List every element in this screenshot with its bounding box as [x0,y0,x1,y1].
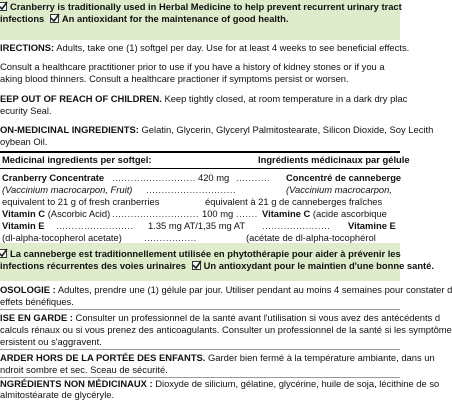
table-header-rule [0,168,400,169]
non-medicinal-line-2: oybean Oil. [0,136,48,147]
cranberry-amount: 420 mg [198,172,230,183]
vitamin-e-fr: Vitamine E [348,220,396,231]
equivalent-fr: équivalent à 21 g de canneberges fraîches [205,196,383,207]
mise-en-garde-line-3: ersistent ou s'aggravent. [0,336,102,347]
leader-dots: ................. [144,232,197,243]
section-divider [0,349,400,350]
table-top-rule [0,151,400,153]
caution-line-2: aking blood thinners. Consult a healthcare practioner if symptoms persist or worsen. [0,73,349,84]
checkbox-checked-icon [0,249,7,258]
section-divider [0,309,400,310]
claim-line-2: infections An antioxidant for the maintenance of good health. [0,13,289,24]
posologie-text: Adultes, prendre une (1) gélule par jour. Utiliser pendant au moins 4 semaines pour constater d [57,284,452,295]
posologie-heading: OSOLOGIE : [0,284,56,295]
checkbox-checked-icon [192,261,201,270]
vitamin-c-fr-row: Vitamine C (acide ascorbique [262,208,387,219]
keep-out-text: Keep tightly closed, at room temperature in a dark dry plac [164,93,408,104]
vitamin-e-amount: 1.35 mg AT/1,35 mg AT [148,220,246,231]
non-medicinal-row [0,124,433,136]
security-seal-line: ecurity Seal. [0,105,52,116]
vaccinium-en: (Vaccinium macrocarpon, Fruit) [2,184,133,195]
table-header-en: Medicinal ingredients per softgel: [2,154,152,165]
equivalent-en: equivalent to 21 g of fresh cranberries [2,196,160,207]
non-medicinal-text: Gelatin, Glycerin, Glyceryl Palmitostearate, Silicon Dioxide, Soy Lecith [141,124,434,135]
fr-non-medicinal-heading: NGRÉDIENTS NON MÉDICINAUX : [0,378,153,389]
posologie-row [0,284,452,296]
cranberry-name-fr: Concentré de canneberge [286,172,402,183]
leader-dots: ........... [236,172,271,183]
leader-dots: ....... [236,208,258,219]
directions-row [0,42,409,54]
leader-dots: ............................ [112,208,199,219]
vitamin-e-detail-en: (dl-alpha-tocopherol acetate) [2,232,122,243]
non-medicinal-heading: ON-MEDICINAL INGREDIENTS: [0,124,139,135]
fr-non-medicinal-line-2: almitostéarate de glycéryle. [0,389,115,400]
leader-dots: ...................... [262,220,331,231]
fr-non-medicinal-text: Dioxyde de silicium, gélatine, glycérine, huile de soja, lécithine de so [155,378,440,389]
vitamin-e-name: Vitamin E [2,220,45,231]
vaccinium-fr: (Vaccinium macrocarpon, [286,184,392,195]
cranberry-name: Cranberry Concentrate [2,172,105,183]
vitamin-e-detail-fr: (acétate de dl-alpha-tocophérol [246,232,376,243]
posologie-line-2: effets bénéfiques. [0,296,74,307]
vitamin-c-amount: 100 mg [202,208,234,219]
garder-row [0,352,435,364]
checkbox-checked-icon [50,14,59,23]
keep-out-heading: EEP OUT OF REACH OF CHILDREN. [0,93,162,104]
claim-line-1: Cranberry is traditionally used in Herbal Medicine to help prevent recurrent urinary tract [0,1,402,13]
caution-line-1: Consult a healthcare practitioner prior to use if you have a history of kidney stones or if you a [0,61,385,72]
vitamin-c-row: Vitamin C (Ascorbic Acid) [2,208,111,219]
mise-en-garde-text: Consulter un professionnel de la santé avant l'utilisation si vous avez des antécédents d [75,312,441,323]
keep-out-row [0,93,407,105]
mise-en-garde-line-2: calculs rénaux ou si vous prenez des anticoagulants. Consulter un professionnel de la santé si les symptôme [0,324,452,335]
garder-heading: ARDER HORS DE LA PORTÉE DES ENFANTS. [0,352,206,363]
mise-en-garde-row [0,312,440,324]
leader-dots: ........................... [112,172,196,183]
leader-dots: ......................... [56,220,134,231]
directions-heading: IRECTIONS: [0,42,55,53]
table-header-fr: Ingrédients médicinaux par gélule [258,154,410,165]
directions-text: Adults, take one (1) softgel per day. Use for at least 4 weeks to see beneficial effects. [56,42,410,53]
fr-claim-line-1: La canneberge est traditionnellement utilisée en phytothérapie pour aider à prévenir les [0,248,401,260]
checkbox-checked-icon [0,2,7,11]
garder-line-2: ndroit sombre et sec. Sceau de sécurité. [0,364,168,375]
mise-en-garde-heading: ISE EN GARDE : [0,312,73,323]
fr-claim-line-2: infections récurrentes des voies urinaires Un antioxydant pour le maintien d'une bonne santé. [0,260,434,271]
garder-text: Garder bien fermé à la température ambiante, dans un [208,352,435,363]
leader-dots: ............................. [146,184,237,195]
